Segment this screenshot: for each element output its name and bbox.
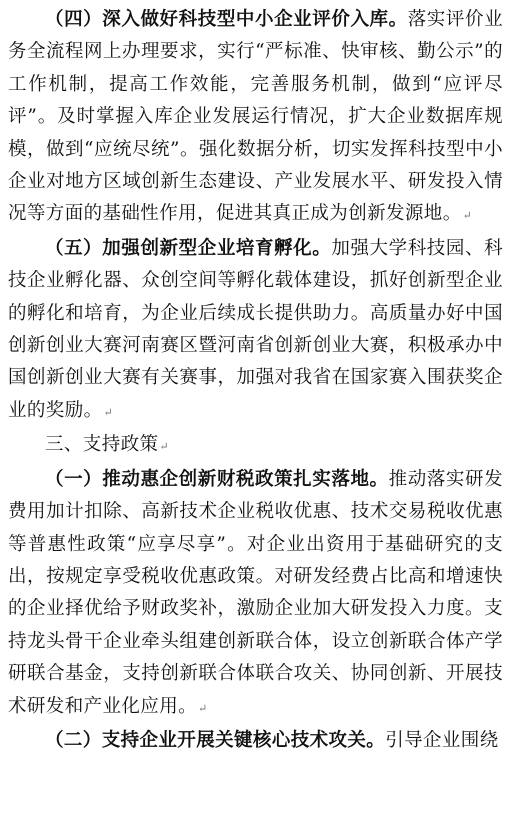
paragraph-1	[8, 464, 503, 725]
paragraph-body: 加强大学科技园、科技企业孵化器、众创空间等孵化载体建设，抓好创新型企业的孵化和培育，为企业后续成长提供助力。高质量办好中国创新创业大赛河南赛区暨河南省创新创业大赛，积极承办中国创新创业大赛有关赛事，加强对我省在国家赛入围获奖企业的奖励。	[8, 237, 503, 421]
paragraph-2	[8, 725, 503, 757]
paragraph-mark-icon: ↵	[462, 209, 473, 223]
paragraph-body: 落实评价业务全流程网上办理要求，实行“严标准、快审核、勤公示”的工作机制，提高工作效能，完善服务机制，做到“应评尽评”。及时掌握入库企业发展运行情况，扩大企业数据库规模，做到“应统尽统”。强化数据分析，切实发挥科技型中小企业对地方区域创新生态建设、产业发展水平、研发投入情况等方面的基础性作用，促进其真正成为创新发源地。	[8, 9, 503, 225]
paragraph-heading: （四）深入做好科技型中小企业评价入库。	[45, 9, 408, 30]
paragraph-body: 推动落实研发费用加计扣除、高新技术企业税收优惠、技术交易税收优惠等普惠性政策“应享尽享”。对企业出资用于基础研究的支出，按规定享受税收优惠政策。对研发经费占比高和增速快的企业择优给予财政奖补，激励企业加大研发投入力度。支持龙头骨干企业牵头组建创新联合体，设立创新联合体产学研联合基金，支持创新联合体联合攻关、协同创新、开展技术研发和产业化应用。	[8, 468, 503, 717]
paragraph-body: 引导企业围绕	[385, 729, 499, 751]
section-title	[8, 429, 503, 463]
section-title-text: 三、支持政策	[45, 434, 159, 456]
paragraph-mark-icon: ↵	[103, 405, 114, 419]
paragraph-5	[8, 233, 503, 429]
paragraph-heading: （五）加强创新型企业培育孵化。	[45, 237, 332, 259]
paragraph-4	[8, 4, 503, 233]
paragraph-heading: （一）推动惠企创新财税政策扎实落地。	[45, 468, 389, 490]
paragraph-mark-icon: ↵	[159, 440, 170, 454]
paragraph-mark-icon: ↵	[198, 701, 208, 715]
paragraph-heading: （二）支持企业开展关键核心技术攻关。	[45, 729, 386, 751]
